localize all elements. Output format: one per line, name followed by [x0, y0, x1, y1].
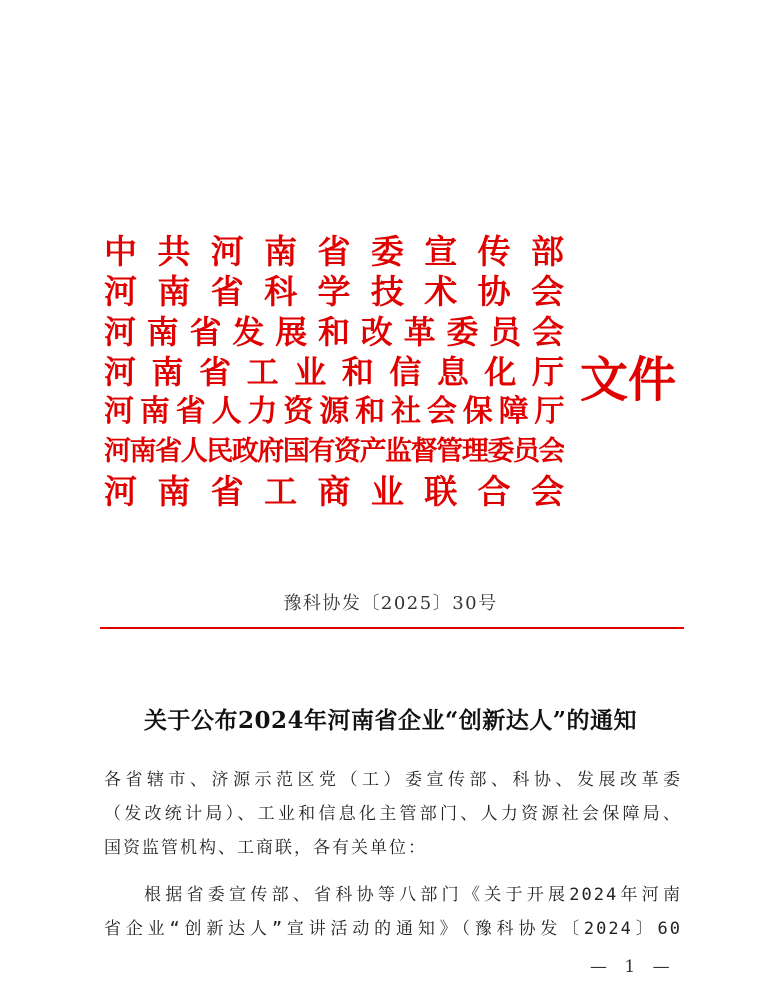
body-paragraph	[104, 878, 682, 946]
issuer-line: 河南省发展和改革委员会	[104, 313, 564, 351]
page-number: — 1 —	[590, 957, 676, 977]
document-suffix: 文件	[580, 352, 677, 408]
body-line: 省企业“创新达人”宣讲活动的通知》（豫科协发〔2024〕60	[104, 919, 682, 939]
notice-title: 关于公布2024年河南省企业“创新达人”的通知	[144, 707, 637, 734]
body-line: 根据省委宣传部、省科协等八部门《关于开展2024年河南	[144, 885, 682, 905]
issuer-block	[104, 232, 564, 512]
red-divider	[100, 627, 684, 629]
issuer-line: 河南省科学技术协会	[104, 272, 564, 311]
issuer-line: 河南省工商业联合会	[104, 472, 564, 511]
issuer-line: 河南省人力资源和社会保障厅	[104, 394, 564, 429]
recipients	[104, 763, 682, 865]
recipients-line: 各省辖市、济源示范区党（工）委宣传部、科协、发展改革委	[104, 770, 682, 790]
document-number: 豫科协发〔2025〕30号	[283, 593, 498, 614]
issuer-line: 中共河南省委宣传部	[104, 232, 564, 271]
recipients-line: 国资监管机构、工商联，各有关单位：	[104, 838, 427, 858]
issuer-line: 河南省工业和信息化厅	[104, 353, 564, 391]
recipients-line: （发改统计局）、工业和信息化主管部门、人力资源社会保障局、	[104, 804, 682, 824]
issuer-line: 河南省人民政府国有资产监督管理委员会	[104, 436, 564, 467]
